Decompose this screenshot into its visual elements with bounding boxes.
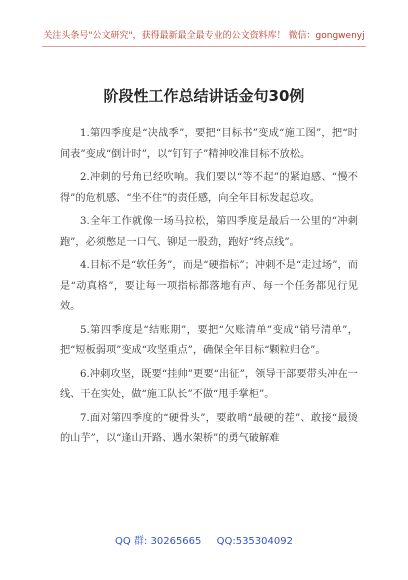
document-title: 阶段性工作总结讲话金句30例: [103, 87, 305, 105]
document-body: [60, 124, 358, 450]
list-item: 7.面对第四季度的“硬骨头”，要敢啃“最硬的茬”、敢接“最烫的山芋”，以“逢山开路、遇水架桥”的勇气破解难: [60, 412, 358, 444]
list-item: 2.冲刺的号角已经吹响。我们要以“等不起”的紧迫感、“慢不得”的危机感、“坐不住”的责任感，向全年目标发起总攻。: [60, 172, 358, 204]
list-item: 1.第四季度是“决战季”，要把“目标书”变成“施工图”，把“时间表”变成“倒计时”，以“钉钉子”精神咬准目标不放松。: [60, 128, 358, 160]
footer-contact: [0, 532, 408, 547]
header-banner: 关注头条号"公文研究"，获得最新最全最专业的公文资料库！ 微信：gongwenyj: [43, 31, 365, 41]
list-item: 5.第四季度是“结账期”，要把“欠账清单”变成“销号清单”，把“短板弱项”变成“攻坚重点”，确保全年目标“颗粒归仓”。: [60, 324, 358, 356]
list-item: 3.全年工作就像一场马拉松，第四季度是最后一公里的“冲刺跑”，必须憋足一口气、铆足一股劲，跑好“终点线”。: [60, 216, 358, 248]
footer-qq-group: QQ 群: 30265665: [115, 536, 202, 547]
footer-qq: QQ:535304092: [216, 536, 293, 547]
list-item: 6.冲刺攻坚，既要“挂帅”更要“出征”，领导干部要带头冲在一线、干在实处，做“施工队长”不做“甩手掌柜”。: [60, 368, 358, 400]
list-item: 4.目标不是“软任务”，而是“硬指标”；冲刺不是“走过场”，而是“动真格”，要让每一项指标都落地有声、每一个任务都见行见效。: [60, 260, 358, 312]
header-divider: [42, 46, 366, 47]
